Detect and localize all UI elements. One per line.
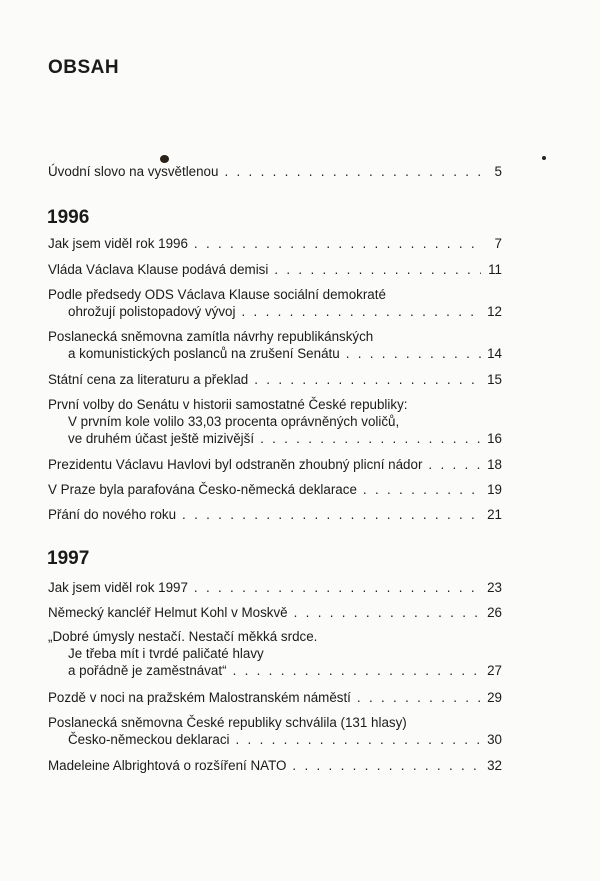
leader-dots [241, 303, 481, 320]
leader-dots [182, 506, 481, 523]
toc-entry[interactable] [48, 757, 502, 774]
toc-entry-text: Jak jsem viděl rok 1996 [48, 236, 188, 251]
toc-entry-text: Poslanecká sněmovna zamítla návrhy republikánských [48, 329, 374, 344]
leader-dots [236, 731, 481, 748]
section-year-1996: 1996 [47, 207, 90, 228]
page-number: 5 [494, 164, 502, 179]
toc-entry-text: V Praze byla parafována Česko-německá deklarace [48, 482, 357, 497]
toc-entry-text: Podle předsedy ODS Václava Klause sociální demokraté [48, 287, 386, 302]
toc-entry-text: Česko-německou deklaraci [68, 732, 230, 747]
leader-dots [294, 604, 481, 621]
leader-dots [194, 235, 481, 252]
leader-dots [224, 163, 481, 180]
toc-entry[interactable] [48, 579, 502, 596]
leader-dots [346, 345, 481, 362]
toc-entry[interactable] [48, 328, 502, 362]
toc-entry[interactable] [48, 371, 502, 388]
toc-entry[interactable] [48, 286, 502, 320]
leader-dots [363, 481, 481, 498]
page-number: 14 [487, 346, 502, 361]
toc-entry-text: a komunistických poslanců na zrušení Senátu [68, 346, 340, 361]
toc-entry[interactable] [48, 456, 502, 473]
toc-entry-text: Státní cena za literaturu a překlad [48, 372, 249, 387]
page-number: 12 [487, 304, 502, 319]
leader-dots [194, 579, 481, 596]
toc-entry-text: „Dobré úmysly nestačí. Nestačí měkká srdce. [48, 629, 318, 644]
toc-entry[interactable] [48, 396, 502, 447]
leader-dots [428, 456, 481, 473]
page-number: 27 [487, 663, 502, 678]
ink-speck [160, 155, 169, 163]
page-number: 19 [487, 482, 502, 497]
toc-entry[interactable] [48, 261, 502, 278]
page-number: 23 [487, 580, 502, 595]
leader-dots [357, 689, 481, 706]
toc-entry[interactable] [48, 481, 502, 498]
toc-entry-text: Pozdě v noci na pražském Malostranském náměstí [48, 690, 351, 705]
toc-entry[interactable] [48, 714, 502, 748]
toc-entry[interactable] [48, 235, 502, 252]
page-number: 21 [487, 507, 502, 522]
page-number: 7 [494, 236, 502, 251]
page-number: 29 [487, 690, 502, 705]
page-number: 26 [487, 605, 502, 620]
page-number: 11 [488, 262, 502, 277]
page-number: 18 [487, 457, 502, 472]
toc-entry-text: Je třeba mít i tvrdé paličaté hlavy [68, 646, 264, 661]
toc-entry[interactable] [48, 628, 502, 679]
leader-dots [260, 430, 481, 447]
page-number: 32 [487, 758, 502, 773]
page-title: OBSAH [48, 57, 120, 78]
toc-entry-text: Jak jsem viděl rok 1997 [48, 580, 188, 595]
toc-entry-intro[interactable] [48, 163, 502, 180]
section-year-1997: 1997 [47, 548, 90, 569]
toc-entry-text: Přání do nového roku [48, 507, 177, 522]
leader-dots [274, 261, 481, 278]
page-number: 30 [487, 732, 502, 747]
toc-entry-text: ohrožují polistopadový vývoj [68, 304, 236, 319]
toc-entry[interactable] [48, 689, 502, 706]
toc-entry-text: Úvodní slovo na vysvětlenou [48, 164, 219, 179]
leader-dots [233, 662, 481, 679]
page-number: 16 [487, 431, 502, 446]
toc-entry-text: Madeleine Albrightová o rozšíření NATO [48, 758, 287, 773]
toc-entry[interactable] [48, 604, 502, 621]
leader-dots [292, 757, 481, 774]
toc-entry-text: Vláda Václava Klause podává demisi [48, 262, 269, 277]
leader-dots [254, 371, 481, 388]
ink-speck [542, 156, 546, 160]
toc-entry-text: ve druhém účast ještě mizivější [68, 431, 255, 446]
page-number: 15 [487, 372, 502, 387]
toc-entry-text: Prezidentu Václavu Havlovi byl odstraněn zhoubný plicní nádor [48, 457, 423, 472]
toc-entry-text: V prvním kole volilo 33,03 procenta oprávněných voličů, [68, 414, 400, 429]
toc-entry-text: Německý kancléř Helmut Kohl v Moskvě [48, 605, 288, 620]
toc-entry-text: První volby do Senátu v historii samostatné České republiky: [48, 397, 408, 412]
toc-entry-text: Poslanecká sněmovna České republiky schválila (131 hlasy) [48, 715, 407, 730]
toc-entry[interactable] [48, 506, 502, 523]
toc-entry-text: a pořádně je zaměstnávat“ [68, 663, 227, 678]
